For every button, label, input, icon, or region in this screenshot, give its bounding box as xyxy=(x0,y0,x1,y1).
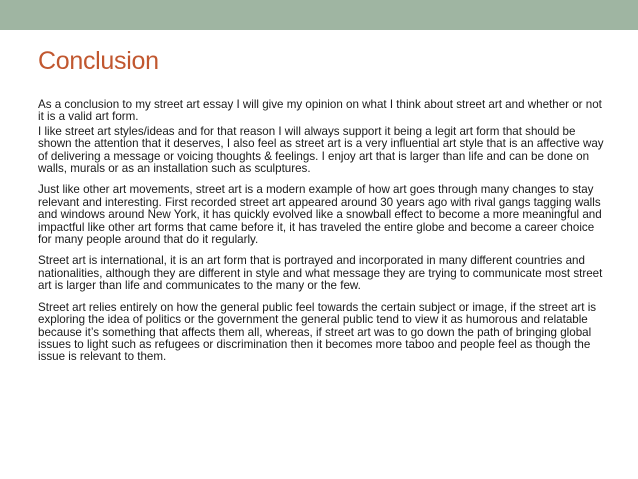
slide-title: Conclusion xyxy=(38,47,159,75)
paragraph-history: Just like other art movements, street art is a modern example of how art goes through many changes to stay relevant and interesting. First recorded street art appeared around 30 years ago with rival gangs tagging walls and windows around New York, it has quickly evolved like a snowball effect to become a more meaningful and impactful like other art forms that came before it, it has traveled the entire globe and become a career choice for many people around that do it regularly. xyxy=(38,183,602,247)
paragraph-intro: As a conclusion to my street art essay I will give my opinion on what I think about street art and whether or not it is a valid art form. xyxy=(38,98,602,124)
top-header-band xyxy=(0,0,638,30)
slide-body xyxy=(38,99,604,373)
paragraph-opinion: I like street art styles/ideas and for that reason I will always support it being a legit art form that should be shown the attention that it deserves, I also feel as street art is a very influential art style that is an affective way of delivering a message or voicing thoughts & feelings. I enjoy art that is larger than life and can be done on walls, murals or as an installation such as sculptures. xyxy=(38,124,604,176)
paragraph-public-perception: Street art relies entirely on how the general public feel towards the certain subject or image, if the street art is exploring the idea of politics or the government the general public tend to view it as humorous and relatable because it’s something that affects them all, whereas, if street art was to go down the path of bringing global issues to light such as refugees or discrimination then it becomes more taboo and people feel as though the issue is relevant to them. xyxy=(38,300,597,364)
paragraph-international: Street art is international, it is an art form that is portrayed and incorporated in many different countries and nationalities, although they are different in style and what message they are trying to communicate most street art is larger than life and communicates to the many or the few. xyxy=(38,254,603,293)
